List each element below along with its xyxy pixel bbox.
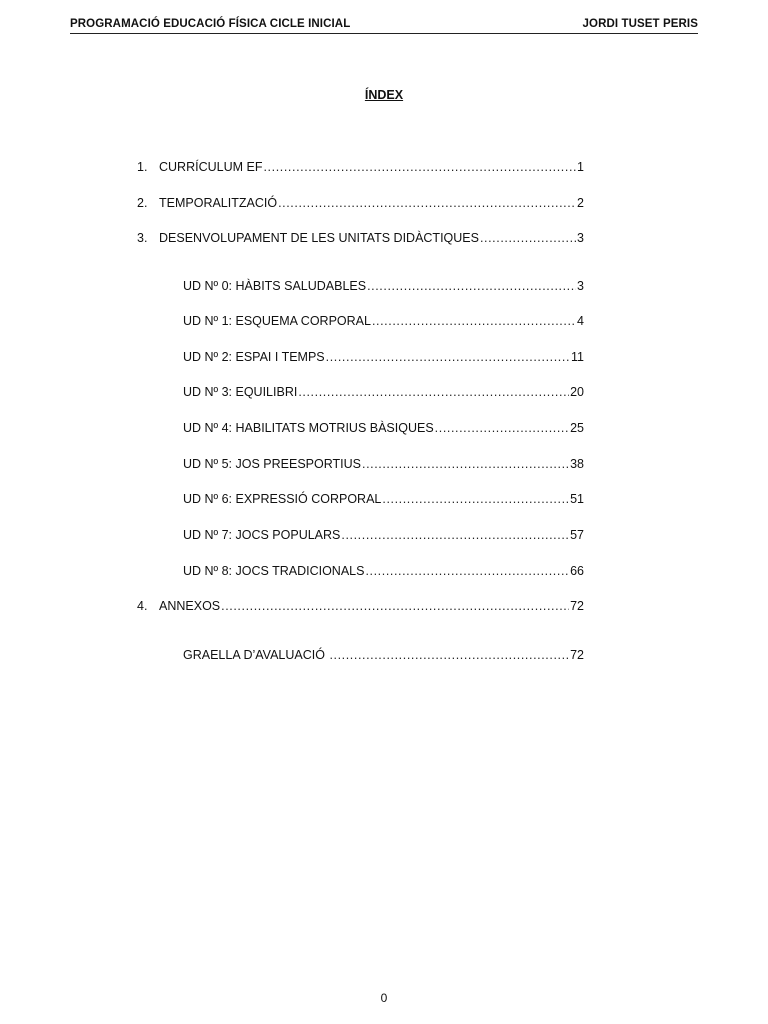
toc-dot-leader — [298, 384, 569, 400]
toc-entry-number: 3. — [137, 231, 148, 245]
toc-entry-label: UD Nº 5: JOS PREESPORTIUS — [183, 457, 361, 471]
toc-entry-page: 4 — [577, 314, 584, 328]
toc-entry-ud4[interactable] — [183, 420, 584, 436]
toc-dot-leader — [362, 456, 569, 472]
toc-entry-ud2[interactable] — [183, 349, 584, 365]
toc-entry-label: UD Nº 4: HABILITATS MOTRIUS BÀSIQUES — [183, 421, 434, 435]
toc-entry-temporalitzacio[interactable] — [137, 195, 584, 211]
toc-entry-number: 2. — [137, 196, 148, 210]
toc-entry-label: UD Nº 7: JOCS POPULARS — [183, 528, 341, 542]
toc-dot-leader — [372, 313, 576, 329]
toc-entry-label: TEMPORALITZACIÓ — [159, 196, 278, 210]
toc-dot-leader — [221, 598, 569, 614]
toc-entry-page: 51 — [570, 492, 584, 506]
toc-entry-label: UD Nº 8: JOCS TRADICIONALS — [183, 564, 365, 578]
toc-entry-desenvolupament[interactable] — [137, 230, 584, 246]
toc-entry-page: 2 — [577, 196, 584, 210]
toc-entry-label: UD Nº 0: HÀBITS SALUDABLES — [183, 279, 367, 293]
toc-entry-number: 4. — [137, 599, 148, 613]
toc-dot-leader — [480, 230, 576, 246]
toc-entry-page: 3 — [577, 231, 584, 245]
toc-dot-leader — [278, 195, 576, 211]
toc-entry-page: 57 — [570, 528, 584, 542]
toc-dot-leader — [263, 159, 576, 175]
toc-entry-page: 1 — [577, 160, 584, 174]
toc-entry-page: 72 — [570, 648, 584, 662]
toc-entry-number: 1. — [137, 160, 148, 174]
toc-entry-page: 25 — [570, 421, 584, 435]
toc-entry-page: 20 — [570, 385, 584, 399]
toc-entry-ud1[interactable] — [183, 313, 584, 329]
toc-entry-label: GRAELLA D’AVALUACIÓ — [183, 648, 329, 662]
toc-dot-leader — [326, 349, 570, 365]
toc-entry-label: DESENVOLUPAMENT DE LES UNITATS DIDÀCTIQUES — [159, 231, 479, 245]
toc-entry-label: CURRÍCULUM EF — [159, 160, 263, 174]
toc-entry-label: UD Nº 3: EQUILIBRI — [183, 385, 298, 399]
toc-entry-label: UD Nº 6: EXPRESSIÓ CORPORAL — [183, 492, 382, 506]
toc-entry-ud0[interactable] — [183, 278, 584, 294]
toc-entry-page: 38 — [570, 457, 584, 471]
toc-entry-label: UD Nº 1: ESQUEMA CORPORAL — [183, 314, 371, 328]
toc-entry-curriculum[interactable] — [137, 159, 584, 175]
toc-entry-label: UD Nº 2: ESPAI I TEMPS — [183, 350, 325, 364]
toc-entry-annexos[interactable] — [137, 598, 584, 614]
toc-entry-ud3[interactable] — [183, 384, 584, 400]
toc-entry-page: 72 — [570, 599, 584, 613]
index-title-text: ÍNDEX — [364, 88, 404, 102]
toc-dot-leader — [341, 527, 569, 543]
toc-dot-leader — [382, 491, 569, 507]
toc-entry-ud8[interactable] — [183, 563, 584, 579]
toc-entry-page: 66 — [570, 564, 584, 578]
header-course-title: PROGRAMACIÓ EDUCACIÓ FÍSICA CICLE INICIAL — [70, 18, 351, 30]
toc-dot-leader — [329, 647, 569, 663]
toc-entry-graella[interactable] — [183, 647, 584, 663]
toc-dot-leader — [365, 563, 569, 579]
toc-entry-ud6[interactable] — [183, 491, 584, 507]
toc-dot-leader — [435, 420, 569, 436]
toc-entry-page: 11 — [571, 350, 584, 364]
toc-entry-ud5[interactable] — [183, 456, 584, 472]
page-number: 0 — [380, 991, 388, 1005]
header-author: JORDI TUSET PERIS — [582, 18, 698, 30]
toc-entry-ud7[interactable] — [183, 527, 584, 543]
toc-dot-leader — [367, 278, 576, 294]
toc-entry-label: ANNEXOS — [159, 599, 221, 613]
toc-entry-page: 3 — [577, 279, 584, 293]
